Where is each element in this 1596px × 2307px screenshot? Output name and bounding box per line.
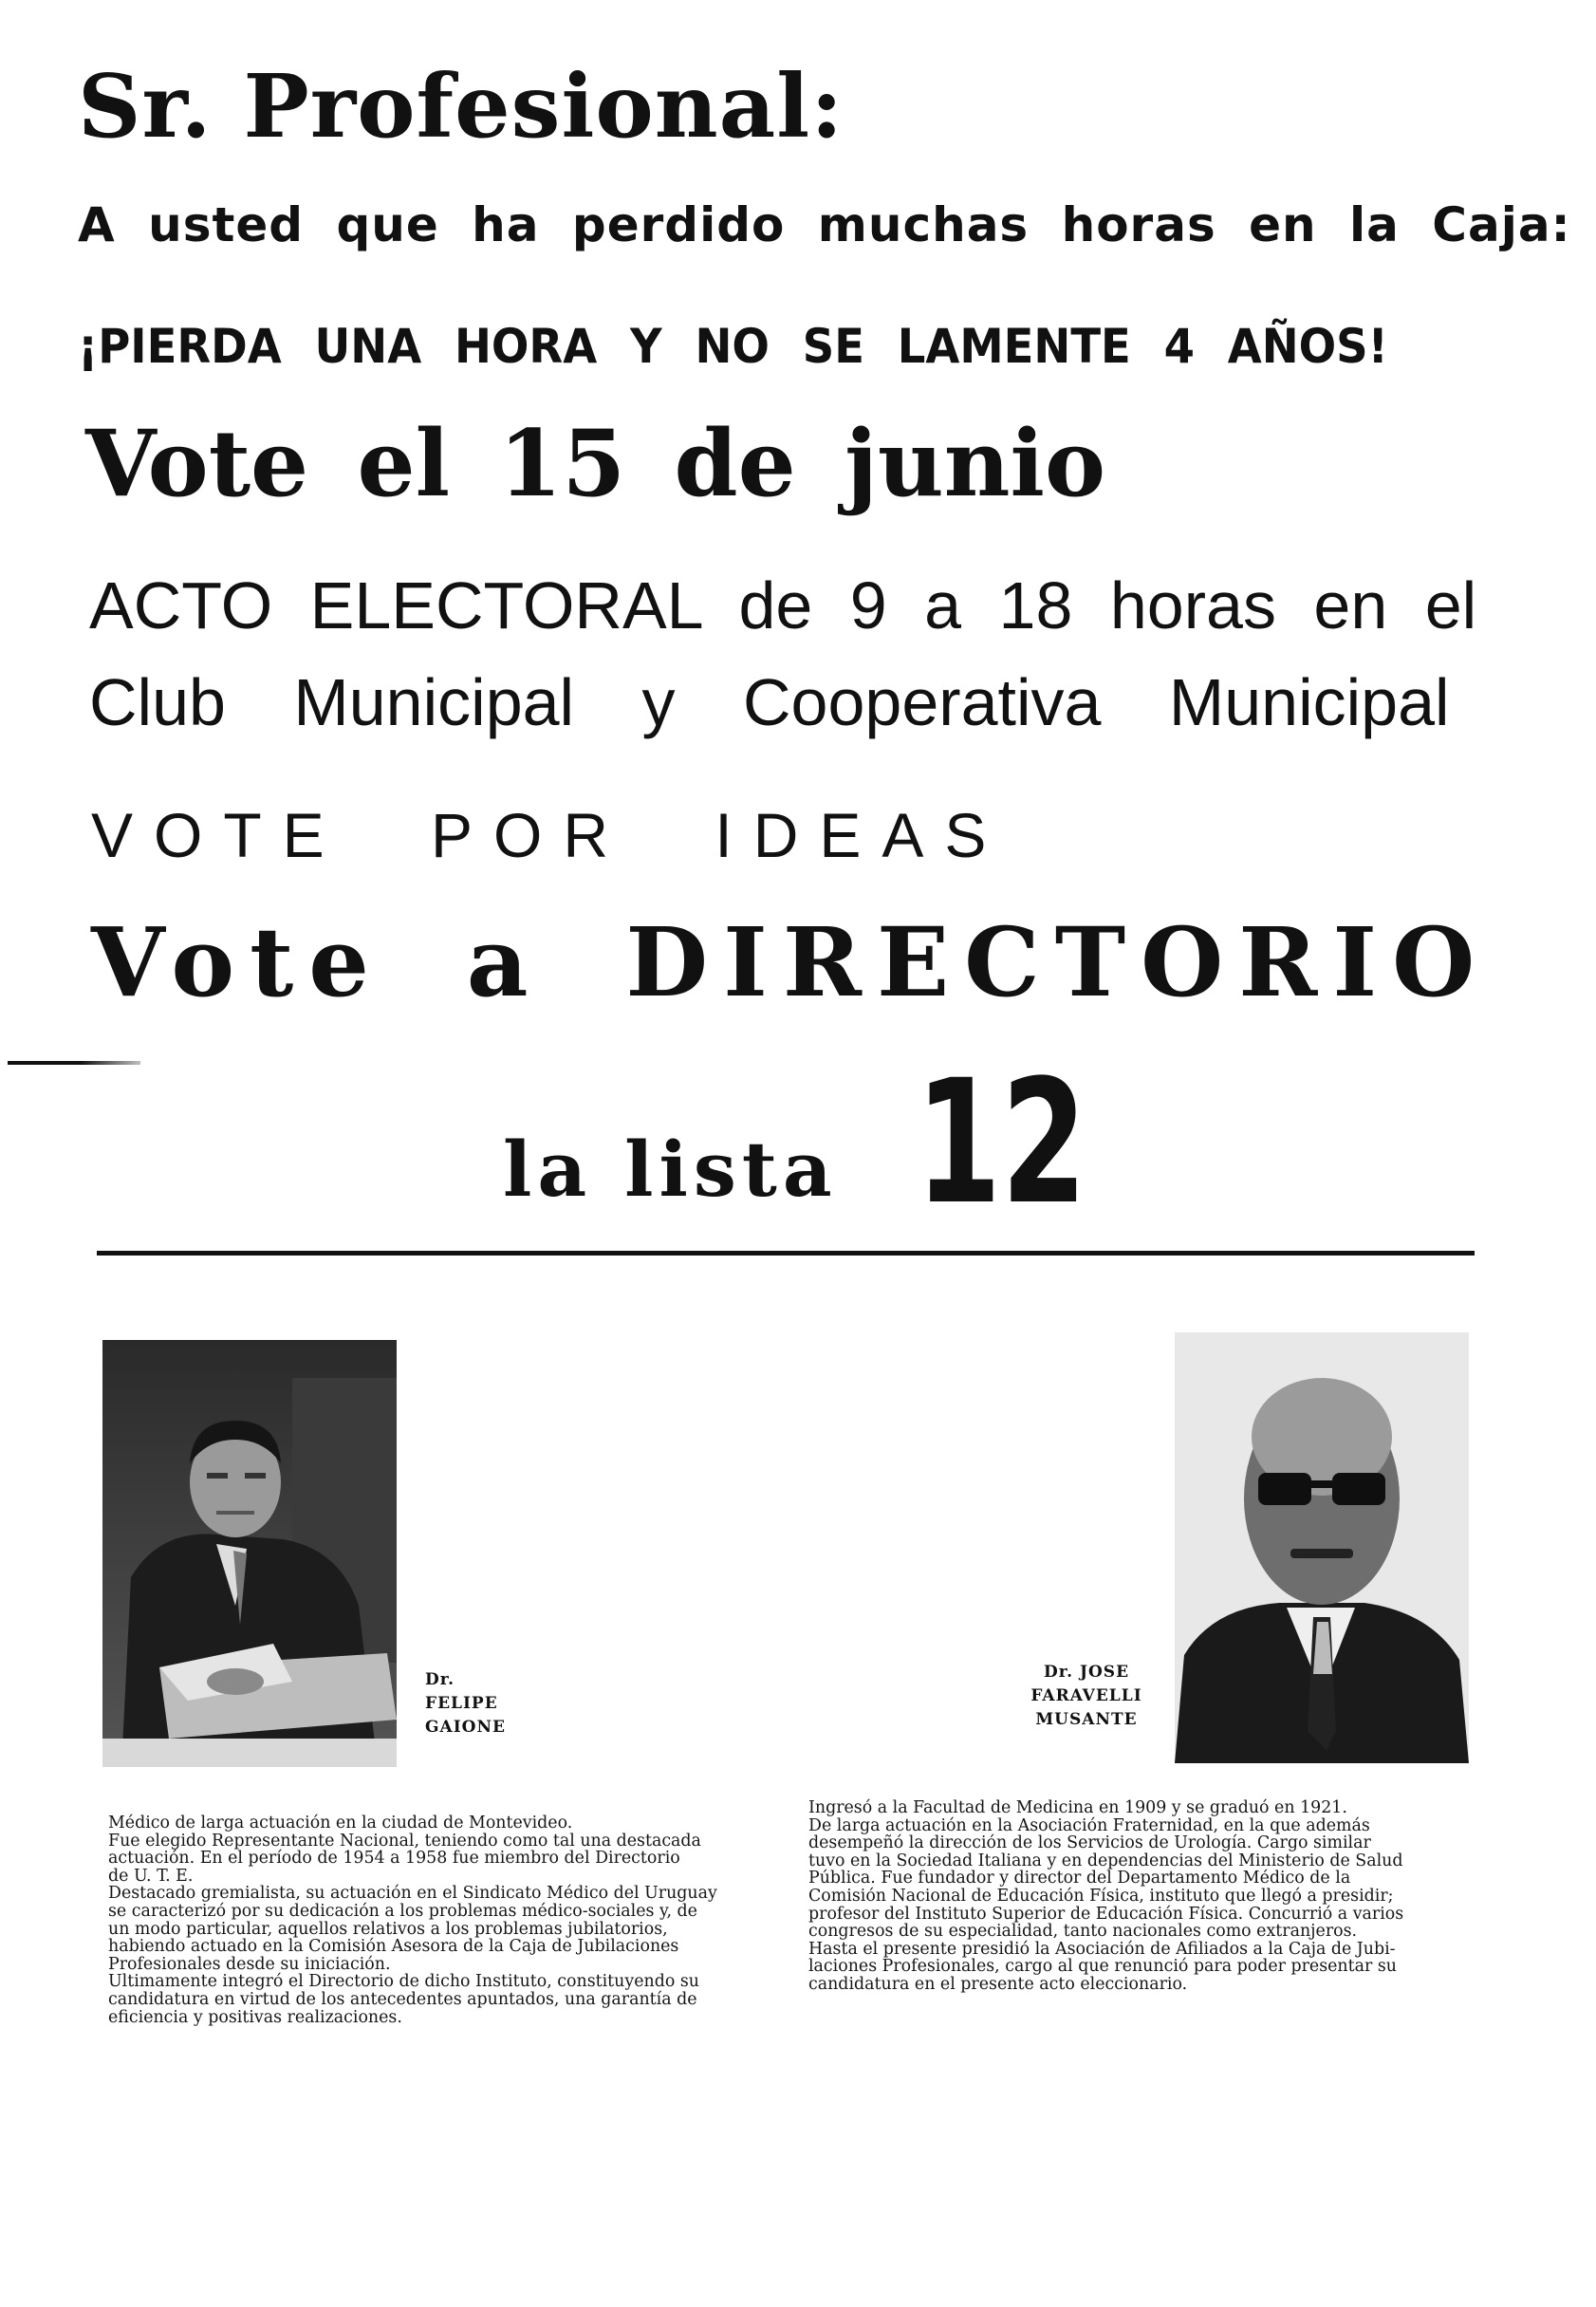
bio-line: congresos de su especialidad, tanto nacionales como extranjeros. [808, 1922, 1358, 1942]
candidate-photo-faravelli [1175, 1332, 1469, 1763]
caption-title: Dr. JOSE [1043, 1663, 1130, 1682]
bio-line: habiendo actuado en la Comisión Asesora de la Caja de Jubilaciones [108, 1937, 679, 1957]
bio-line: Ultimamente integró el Directorio de dicho Instituto, constituyendo su [108, 1972, 699, 1992]
electoral-act-line-1: ACTO ELECTORAL de 9 a 18 horas en el [89, 568, 1477, 642]
caption-name-line-2: MUSANTE [1035, 1710, 1138, 1729]
list-number: 12 [916, 1044, 1087, 1242]
caption-title: Dr. [425, 1670, 455, 1689]
bio-line: Hasta el presente presidió la Asociación de Afiliados a la Caja de Jubi- [808, 1939, 1396, 1959]
bio-line: Ingresó a la Facultad de Medicina en 1909 y se graduó en 1921. [808, 1798, 1347, 1817]
bio-line: Médico de larga actuación en la ciudad de Montevideo. [108, 1814, 573, 1833]
candidate-caption-gaione [425, 1668, 506, 1740]
scan-mark [8, 1061, 140, 1065]
caption-name-line-1: FELIPE [425, 1694, 498, 1713]
candidate-photo-gaione [102, 1340, 397, 1767]
section-divider [97, 1251, 1475, 1256]
bio-line: candidatura en virtud de los antecedentes apuntados, una garantía de [108, 1989, 697, 2009]
caption-name-line-1: FARAVELLI [1030, 1686, 1142, 1705]
bio-faravelli [808, 1799, 1403, 1994]
bio-gaione [108, 1814, 717, 2026]
greeting-heading: Sr. Profesional: [78, 55, 844, 158]
portrait-illustration [1175, 1332, 1469, 1763]
candidate-caption-faravelli [1015, 1661, 1158, 1732]
bio-line: se caracterizó por su dedicación a los problemas médico-sociales y, de [108, 1901, 697, 1921]
bio-line: Fue elegido Representante Nacional, teniendo como tal una destacada [108, 1831, 701, 1851]
list-label: la lista [503, 1125, 838, 1214]
bio-line: Profesionales desde su iniciación. [108, 1954, 391, 1974]
lost-hours-line: A usted que ha perdido muchas horas en la Caja: [78, 197, 1571, 252]
vote-date-heading: Vote el 15 de junio [85, 410, 1105, 517]
vote-directorio-heading: Vote a DIRECTORIO [91, 906, 1491, 1018]
bio-line: tuvo en la Sociedad Italiana y en dependencias del Ministerio de Salud [808, 1851, 1403, 1870]
bio-line: candidatura en el presente acto eleccionario. [808, 1974, 1188, 1994]
bio-line: eficiencia y positivas realizaciones. [108, 2007, 402, 2027]
lose-one-hour-slogan: ¡PIERDA UNA HORA Y NO SE LAMENTE 4 AÑOS! [78, 319, 1388, 374]
vote-ideas-line: VOTE POR IDEAS [91, 800, 1008, 870]
bio-line: profesor del Instituto Superior de Educación Física. Concurrió a varios [808, 1904, 1404, 1924]
bio-line: de U. T. E. [108, 1866, 194, 1886]
electoral-act-line-2: Club Municipal y Cooperativa Municipal [89, 665, 1450, 739]
bio-line: Comisión Nacional de Educación Física, instituto que llegó a presidir; [808, 1886, 1394, 1906]
bio-line: Destacado gremialista, su actuación en el Sindicato Médico del Uruguay [108, 1884, 717, 1904]
bio-line: un modo particular, aquellos relativos a los problemas jubilatorios, [108, 1919, 668, 1939]
bio-line: Pública. Fue fundador y director del Departamento Médico de la [808, 1869, 1351, 1888]
bio-line: actuación. En el período de 1954 a 1958 fue miembro del Directorio [108, 1849, 680, 1869]
portrait-illustration [102, 1340, 397, 1767]
bio-line: De larga actuación en la Asociación Fraternidad, en la que además [808, 1815, 1370, 1835]
bio-line: laciones Profesionales, cargo al que renunció para poder presentar su [808, 1957, 1397, 1977]
bio-line: desempeñó la dirección de los Servicios de Urología. Cargo similar [808, 1833, 1371, 1853]
caption-name-line-2: GAIONE [425, 1718, 506, 1737]
